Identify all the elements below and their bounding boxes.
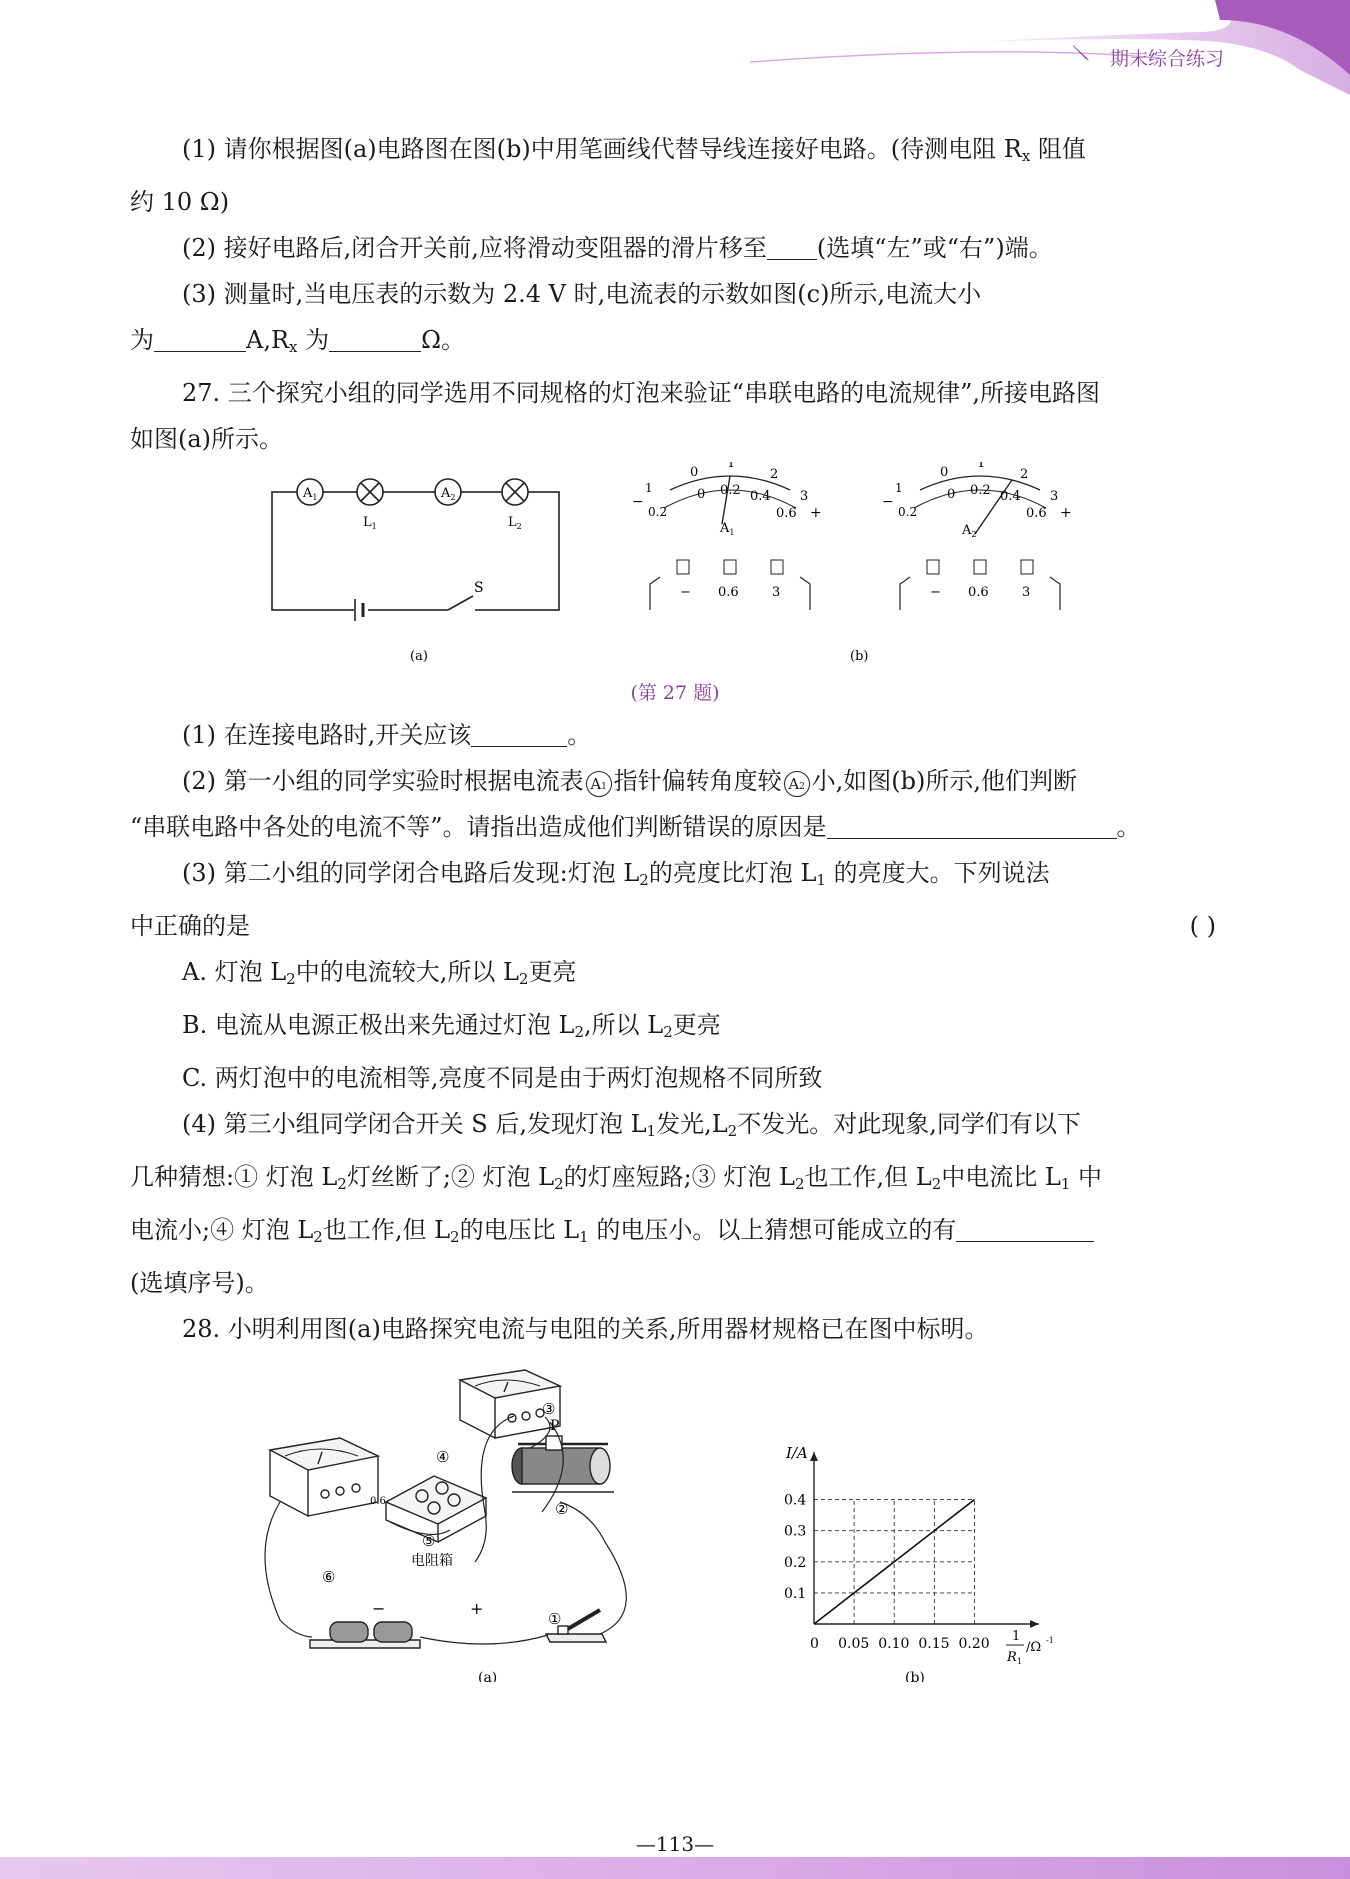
q27-figure-svg	[130, 462, 1220, 692]
meter2-label: $A_2$	[962, 523, 977, 539]
battery-plus-label: +	[470, 1599, 484, 1618]
meters-caption: (b)	[850, 649, 869, 664]
figure-a-caption: (a)	[478, 1670, 498, 1682]
meter1-bot-1: 0.2	[720, 483, 741, 498]
switch-label: S	[474, 580, 484, 596]
meter1-neg-bot: 0.2	[648, 505, 668, 519]
q26-part1: (1) 请你根据图(a)电路图在图(b)中用笔画线代替导线连接好电路。(待测电阻 $R_x$ 阻值	[182, 135, 1086, 165]
meter2-term-06: 0.6	[968, 585, 989, 600]
x-tick-label-0: 0	[810, 1636, 819, 1652]
ammeter-a1-label: $A_1$	[303, 486, 318, 502]
meter2-minus: −	[882, 494, 894, 510]
q28-intro: 28. 小明利用图(a)电路探究电流与电阻的关系,所用器材规格已在图中标明。	[182, 1315, 989, 1343]
meter2-term-neg: −	[930, 585, 941, 600]
q26-part1-cont: 约 10 Ω)	[130, 188, 230, 216]
meter2-plus: +	[1060, 505, 1072, 521]
y-tick-label-0: 0.1	[784, 1585, 807, 1602]
q27-intro-cont: 如图(a)所示。	[130, 425, 284, 453]
lamp-l1-label: $L_1$	[363, 515, 377, 531]
meter2-top-3: 3	[1050, 489, 1059, 504]
x-axis-label-denominator-sub: 1	[1017, 1657, 1023, 1666]
header-title: 期末综合练习	[1109, 48, 1224, 70]
x-axis-label-denominator: R	[1007, 1650, 1017, 1665]
wire-2-label: ②	[555, 1500, 569, 1518]
meter1-top-1: 1	[727, 462, 736, 471]
physical-circuit	[265, 1370, 626, 1648]
answer-blank	[767, 229, 817, 260]
meter2-term-3: 3	[1022, 585, 1031, 600]
circled-a1-symbol: A1	[586, 771, 612, 797]
q27-option-c: C. 两灯泡中的电流相等,亮度不同是由于两灯泡规格不同所致	[182, 1064, 823, 1092]
y-tick-label-3: 0.4	[784, 1492, 807, 1509]
figure-b-caption: (b)	[905, 1670, 925, 1682]
q26-part3: (3) 测量时,当电压表的示数为 2.4 V 时,电流表的示数如图(c)所示,电流大小	[182, 280, 982, 308]
x-tick-label-4: 0.20	[958, 1636, 990, 1652]
q27-option-b: B. 电流从电源正极出来先通过灯泡 $L_2$,所以 $L_2$更亮	[182, 1011, 721, 1041]
battery-minus-label: −	[372, 1599, 386, 1618]
footer-band	[0, 1857, 1350, 1879]
meter1-top-3: 3	[800, 489, 809, 504]
q27-sub3-cont: 中正确的是 ( )	[130, 903, 1220, 949]
meter1-neg-top: 1	[645, 481, 653, 495]
rheostat-p-label: P	[550, 1418, 560, 1434]
meter2-top-1: 1	[977, 462, 986, 471]
wire-5-label: ⑤	[422, 1532, 436, 1550]
q27-sub4-line2: 几种猜想:① 灯泡 $L_2$灯丝断了;② 灯泡 $L_2$的灯座短路;③ 灯泡 $L_2$也工作,但 $L_2$中电流比 $L_1$ 中	[130, 1163, 1102, 1193]
meter-a1	[632, 462, 822, 610]
content	[130, 126, 1220, 1682]
meter1-bot-2: 0.4	[750, 489, 771, 504]
answer-blank	[329, 321, 421, 352]
q27-figure	[130, 462, 1220, 712]
wire-4-label: ④	[436, 1448, 450, 1466]
meter1-bot-0: 0	[697, 487, 706, 502]
resistor-box-device	[386, 1476, 486, 1542]
circuit-caption: (a)	[410, 649, 428, 664]
header-band	[0, 0, 1350, 100]
answer-paren: ( )	[1189, 912, 1216, 940]
x-tick-label-3: 0.15	[918, 1636, 950, 1652]
q27-sub4-line3: 电流小;④ 灯泡 $L_2$也工作,但 $L_2$的电压比 $L_1$ 的电压小。以上猜想可能成立的有	[130, 1207, 1220, 1260]
pen-icon	[1070, 42, 1092, 64]
ammeter-a2-label: $A_2$	[441, 486, 456, 502]
meter1-top-0: 0	[690, 465, 699, 480]
q28-figure	[130, 1352, 1220, 1682]
wire-3-label: ③	[542, 1400, 556, 1418]
x-tick-label-2: 0.10	[878, 1636, 910, 1652]
page-number: —113—	[635, 1832, 715, 1856]
q27-sub4-line4: (选填序号)。	[130, 1269, 269, 1297]
y-tick-label-2: 0.3	[784, 1523, 807, 1540]
meter1-term-06: 0.6	[718, 585, 739, 600]
q27-sub2-cont: “串联电路中各处的电流不等”。请指出造成他们判断错误的原因是 。	[130, 804, 1220, 850]
y-axis-arrow	[810, 1452, 818, 1461]
meter2-bot-2: 0.4	[1000, 489, 1021, 504]
lamp-l1	[357, 479, 383, 505]
meter2-top-0: 0	[940, 465, 949, 480]
lamp-l2-label: $L_2$	[508, 515, 522, 531]
circled-a2-symbol: A2	[784, 771, 810, 797]
answer-blank	[471, 716, 567, 747]
wire-1-label: ①	[548, 1610, 562, 1628]
wire-6-label: ⑥	[322, 1568, 336, 1586]
x-axis-label-exponent: -1	[1046, 1636, 1054, 1645]
q27-intro: 27. 三个探究小组的同学选用不同规格的灯泡来验证“串联电路的电流规律”,所接电路图	[182, 379, 1100, 407]
q26-part3-cont: 为 $A,R_x$ 为 Ω。	[130, 317, 1220, 370]
meter2-bot-1: 0.2	[970, 483, 991, 498]
q27-caption: (第 27 题)	[630, 682, 720, 704]
q27-option-a: A. 灯泡 $L_2$中的电流较大,所以 $L_2$更亮	[182, 958, 577, 988]
current-vs-inverse-resistance-chart	[784, 1444, 1054, 1666]
meter2-bot-0: 0	[947, 487, 956, 502]
meter1-top-2: 2	[770, 467, 779, 482]
meter2-top-2: 2	[1020, 467, 1029, 482]
x-tick-label-1: 0.05	[838, 1636, 870, 1652]
meter1-bot-3: 0.6	[776, 506, 797, 521]
battery-pack	[310, 1622, 420, 1648]
x-axis-label-numerator: 1	[1012, 1629, 1021, 1644]
answer-blank	[956, 1211, 1094, 1242]
x-axis-arrow	[1030, 1620, 1039, 1628]
q27-sub4: (4) 第三小组同学闭合开关 S 后,发现灯泡 $L_1$发光$,L_2$不发光。对此现象,同学们有以下	[182, 1110, 1081, 1140]
q28-figure-svg	[130, 1352, 1220, 1682]
resistor-box-label: 电阻箱	[411, 1553, 453, 1569]
answer-blank	[827, 808, 1117, 839]
meter2-bot-3: 0.6	[1026, 506, 1047, 521]
y-tick-label-1: 0.2	[784, 1554, 807, 1571]
answer-blank	[154, 321, 246, 352]
lamp-l2	[502, 479, 528, 505]
y-axis-label: I/A	[786, 1444, 808, 1462]
q27-sub3: (3) 第二小组的同学闭合电路后发现:灯泡 $L_2$的亮度比灯泡 $L_1$ 的亮度大。下列说法	[182, 859, 1050, 889]
battery	[354, 599, 368, 621]
q27-sub1: (1) 在连接电路时,开关应该 。	[130, 712, 1220, 758]
meter-a2	[882, 462, 1072, 610]
meter1-label: $A_1$	[720, 521, 735, 537]
q27-sub2: (2) 第一小组的同学实验时根据电流表 A1 指针偏转角度较 A2 小,如图(b)所示,他们判断	[182, 767, 1077, 795]
meter2-neg-bot: 0.2	[898, 505, 918, 519]
meter1-term-neg: −	[680, 585, 691, 600]
q26-part2: (2) 接好电路后,闭合开关前,应将滑动变阻器的滑片移至 (选填“左”或“右”)端。	[130, 225, 1220, 271]
meter1-minus: −	[632, 494, 644, 510]
meter1-term-3: 3	[772, 585, 781, 600]
meter1-plus: +	[810, 505, 822, 521]
switch-s	[448, 596, 475, 610]
meter2-neg-top: 1	[895, 481, 903, 495]
x-axis-label-unit: /Ω	[1026, 1640, 1042, 1655]
ammeter	[270, 1438, 378, 1516]
ammeter-range-label: 0.6	[370, 1496, 386, 1507]
